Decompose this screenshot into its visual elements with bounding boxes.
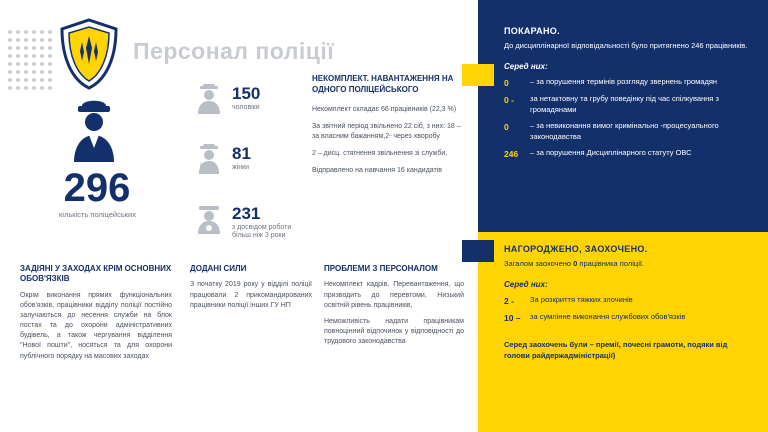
understaffing-block [312,74,466,183]
column-personnel-problems [324,264,464,353]
punished-among-label: Серед них: [504,61,548,71]
punished-heading: ПОКАРАНО. [504,26,560,36]
column-personnel-problems-text: Некомплект кадрів, Перевантаження, що призводить до перевтоми, Низький освітній рівень працівників, [324,281,464,309]
rewarded-item-text: За розкриття тяжких злочинів [530,294,633,304]
punished-item-text: – за невиконання вимог кримінально -процесуального законодавства [530,120,719,141]
column-duties [20,264,172,368]
police-officer-icon [65,100,123,162]
stat-experience-value: 231 [232,204,261,223]
page-title: Персонал поліції [133,38,335,64]
rewarded-heading: НАГОРОДЖЕНО, ЗАОХОЧЕНО. [504,244,648,254]
list-item [504,94,752,116]
stat-male-label: чоловіки [232,104,260,111]
headcount-caption: кількість поліцейських [59,210,136,219]
list-item [504,295,752,307]
rewarded-intro [504,259,752,270]
headcount-value: 296 [63,166,131,210]
column-added-forces-heading: ДОДАНІ СИЛИ [190,264,247,273]
column-duties-heading: ЗАДІЯНІ У ЗАХОДАХ КРІМ ОСНОВНИХ ОБОВ'ЯЗКІВ [20,264,172,284]
column-added-forces-text: З початку 2019 року у відділі поліції працювали 2 прикомандированих працівники поліції інших ГУ НП [190,281,312,309]
rewarded-item-number: 10 – [504,313,521,324]
rewarded-footer: Серед заохочень були – премії, почесні грамоти, подяки від голови райдержадміністрації) [504,339,728,360]
understaffing-body [312,105,466,177]
column-added-forces [190,264,312,317]
punished-content [504,26,752,165]
punished-item-number: 0 [504,121,509,132]
rewarded-content [504,244,752,361]
rewarded-among-label: Серед них: [504,279,548,289]
punished-item-number: 0 [504,77,509,88]
list-item [504,77,752,89]
punished-item-number: 0 - [504,95,514,106]
stat-experience-label: з досвідом роботи більш ніж 3 роки [232,224,292,240]
rewarded-panel [478,232,768,432]
column-duties-text: Окрім виконання прямих функціональних обов'язків, працівники відділу поліції постійно залучаються до несення служби на блок постах та до охорони адміністративних будівель, а також чергування відділення "Нової пошти", носяться та для охорони публічного порядку на масових заходах [20,291,172,360]
understaffing-paragraph: За звітний період звільнено 22 сіб, з них: 18 – за власним бажанням,2- через хворобу [312,122,461,140]
rewarded-intro-number: 0 [573,259,578,268]
experienced-officer-icon [196,204,222,234]
understaffing-paragraph: Відправлено на навчання 16 кандидатів [312,167,443,175]
punished-item-text: за нетактовну та грубу поведінку під час спілкування з громадянами [530,94,719,115]
column-personnel-problems-heading: ПРОБЛЕМИ З ПЕРСОНАЛОМ [324,264,438,273]
understaffing-paragraph: Некомплект складає 66 працівників (22,3 %) [312,105,457,113]
bottom-columns [14,264,474,432]
rewarded-list [504,295,752,325]
rewarded-item-number: 2 - [504,295,514,306]
rewarded-intro-before: Загалом заохочено [504,259,574,268]
punished-list [504,77,752,160]
punished-item-text: – за порушення термінів розгляду звернень громадян [530,76,718,86]
rewarded-item-text: за сумлінне виконання службових обов'язків [530,312,686,322]
stat-female-value: 81 [232,144,251,163]
list-item [504,121,752,143]
punished-intro: До дисциплінарної відповідальності було притягнено 246 працівників. [504,41,748,50]
female-officer-icon [196,144,222,174]
accent-notch-blue [462,240,494,262]
punished-item-number: 246 [504,148,519,159]
police-emblem-icon [58,18,120,90]
list-item [504,148,752,160]
accent-notch-yellow [462,64,494,86]
stat-male-value: 150 [232,84,261,103]
stat-female-label: жінки [232,164,250,171]
punished-panel [478,0,768,232]
punished-item-text: – за порушення Дисциплінарного статуту ОВС [530,147,692,157]
rewarded-intro-after: працівника поліції. [577,259,645,268]
understaffing-paragraph: 2 – дисц. стягнення звільнення зі служби, [312,150,448,158]
understaffing-heading: НЕКОМПЛЕКТ. НАВАНТАЖЕННЯ НА ОДНОГО ПОЛІЦЕЙСЬКОГО [312,74,454,94]
list-item [504,312,752,324]
male-officer-icon [196,84,222,114]
column-personnel-problems-text: Неможливість надати працівникам повноцінний відпочинок у відповідності до трудового законодавства [324,317,464,346]
decorative-dot-grid [8,30,52,90]
